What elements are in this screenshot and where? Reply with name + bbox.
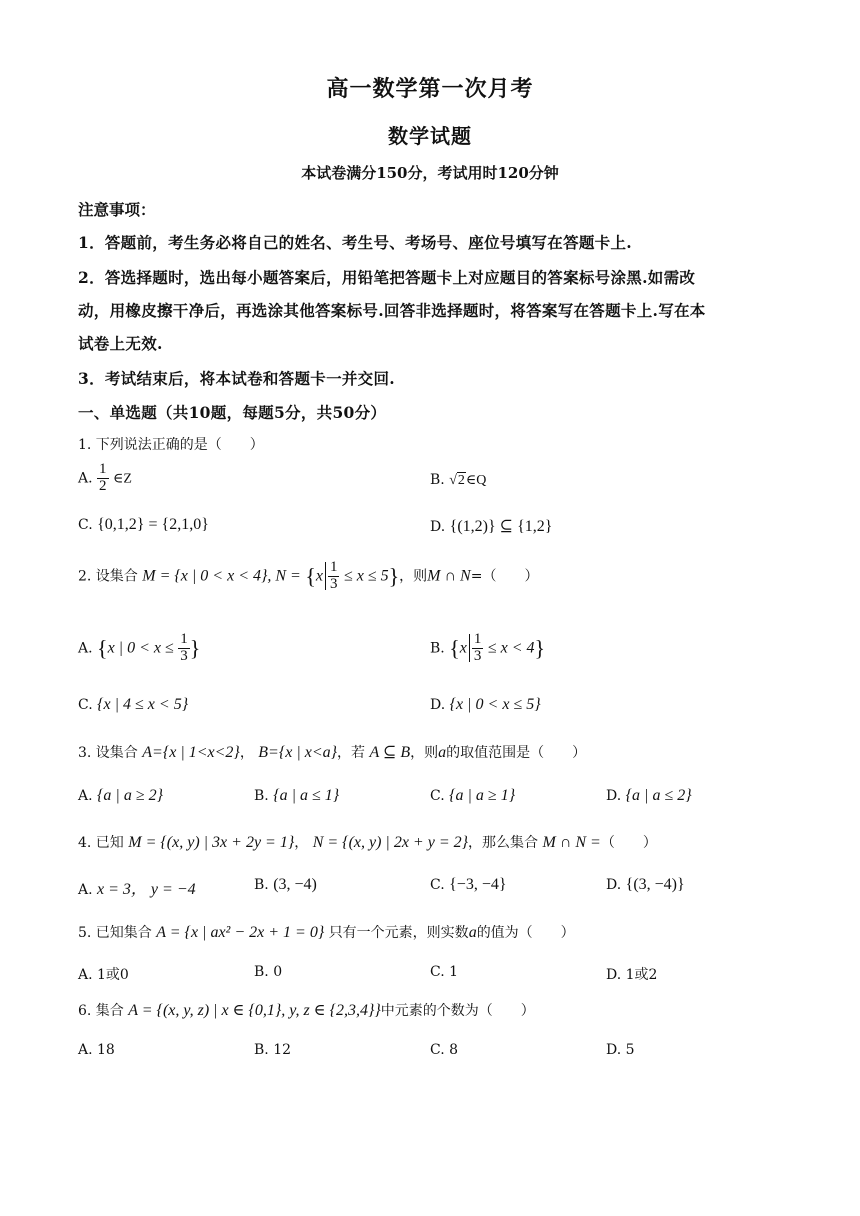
exam-title: 高一数学第一次月考 [326,76,534,102]
question-5-option-d: D. 1或2 [606,967,658,983]
question-6-option-d: D. 5 [606,1042,635,1058]
question-2-option-c: C. {x | 4 ≤ x < 5} [78,696,189,713]
question-4-option-d: D. {(3, −4)} [606,876,685,893]
question-5-stem: 5. 已知集合 A = {x | ax² − 2x + 1 = 0} 只有一个元素，则实数a的值为（ ） [78,924,575,941]
notice-heading: 注意事项： [78,200,156,219]
notice-item-2-line-3: 试卷上无效. [78,334,163,353]
notice-item-2-line-1: 2．答选择题时，选出每小题答案后，用铅笔把答题卡上对应题目的答案标号涂黑.如需改 [78,268,696,287]
question-5-option-b: B. 0 [254,964,283,980]
exam-info: 本试卷满分150分，考试用时120分钟 [301,164,559,182]
question-6-stem: 6. 集合 A = {(x, y, z) | x ∈ {0,1}, y, z ∈ {2,3,4}}中元素的个数为（ ） [78,1002,535,1019]
notice-item-3: 3．考试结束后，将本试卷和答题卡一并交回. [78,369,395,388]
exam-subtitle: 数学试题 [388,124,472,148]
question-6-option-b: B. 12 [254,1042,292,1058]
notice-item-1: 1．答题前，考生务必将自己的姓名、考生号、考场号、座位号填写在答题卡上. [78,233,632,252]
question-6-option-c: C. 8 [430,1042,459,1058]
question-4-option-b: B. (3, −4) [254,876,317,893]
fraction: $\frac{1}{2}$ [99,461,107,494]
question-2-option-a: A. {x | 0 < x ≤ $\frac{1}{3}$ } [78,631,201,664]
question-3-stem: 3. 设集合 A={x | 1<x<2}， B={x | x<a}，若 A ⊆ B，则a的取值范围是（ ） [78,744,587,761]
question-1-option-a: A. $\frac{1}{2}$ ∈Z [78,461,132,494]
question-4-option-a: A. x = 3， y = −4 [78,881,196,898]
question-1-option-d: D. {(1,2)} ⊆ {1,2} [430,518,553,535]
question-6-option-a: A. 18 [78,1042,115,1058]
question-1-option-c: C. {0,1,2} = {2,1,0} [78,516,209,533]
question-1-option-b: B. √2∈Q [430,472,487,488]
question-1-stem: 1. 下列说法正确的是（ ） [78,437,264,453]
question-3-option-a: A. {a | a ≥ 2} [78,787,163,804]
section-heading: 一、单选题（共10题，每题5分，共50分） [78,403,387,422]
question-3-option-c: C. {a | a ≥ 1} [430,787,516,804]
notice-item-2-line-2: 动，用橡皮擦干净后，再选涂其他答案标号.回答非选择题时，将答案写在答题卡上.写在本 [78,301,706,320]
question-2-option-d: D. {x | 0 < x ≤ 5} [430,696,541,713]
question-3-option-d: D. {a | a ≤ 2} [606,787,692,804]
question-4-stem: 4. 已知 M = {(x, y) | 3x + 2y = 1}， N = {(x, y) | 2x + y = 2}，那么集合 M ∩ N =（ ） [78,834,657,851]
question-5-option-a: A. 1或0 [78,967,129,983]
question-4-option-c: C. {−3, −4} [430,876,507,893]
question-3-option-b: B. {a | a ≤ 1} [254,787,340,804]
question-2-stem: 2. 设集合 M = {x | 0 < x < 4}, N = {x $\frac{1}{3}$ ≤ x ≤ 5}，则M ∩ N=（ ） [78,559,539,592]
question-5-option-c: C. 1 [430,964,459,980]
question-2-option-b: B. {x $\frac{1}{3}$ ≤ x < 4} [430,631,546,664]
